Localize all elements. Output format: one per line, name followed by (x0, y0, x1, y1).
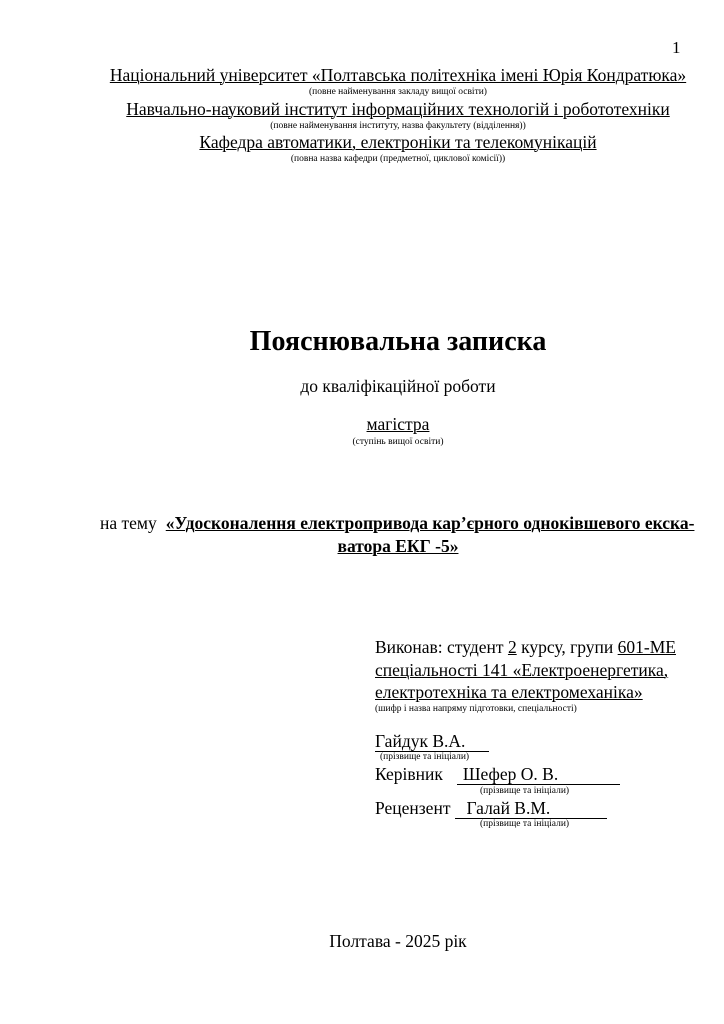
student-name-line (375, 731, 489, 752)
institute-name: Навчально-науковий інститут інформаційних технологій і робототехніки (126, 98, 670, 119)
specialty-line-2: електротехніка та електромеханіка» (375, 682, 643, 702)
header-block (100, 65, 696, 166)
specialty-line-1: спеціальності 141 «Електроенергетика, (375, 659, 669, 680)
supervisor-name-note: (прізвище та ініціали) (480, 785, 570, 796)
reviewer-name: Галай В.М. (466, 797, 551, 818)
reviewer-label: Рецензент (375, 797, 451, 818)
executed-by-label: Виконав: студент (375, 637, 504, 657)
student-name: Гайдук В.А. (375, 730, 466, 751)
document-subtitle: до кваліфікаційної роботи (300, 376, 496, 396)
specialty-note: (шифр і назва напряму підготовки, спеціальності) (375, 703, 577, 714)
department-name: Кафедра автоматики, електроніки та телекомунікацій (199, 132, 597, 152)
page-number: 1 (672, 38, 681, 57)
degree-note: (ступінь вищої освіти) (352, 437, 444, 447)
degree-row (100, 414, 696, 435)
supervisor-row (375, 763, 695, 786)
executed-by-row (375, 636, 695, 659)
reviewer-name-line (455, 798, 607, 819)
department-note: (повна назва кафедри (предметної, циклової комісії)) (290, 154, 506, 164)
university-name: Національний університет «Полтавська політехніка імені Юрія Кондратюка» (109, 65, 687, 85)
supervisor-name: Шефер О. В. (462, 764, 559, 784)
topic-line-1 (100, 512, 696, 535)
university-note: (повне найменування закладу вищої освіти) (309, 87, 487, 97)
topic-line-2 (100, 535, 696, 558)
supervisor-name-line (457, 764, 620, 785)
degree-value: магістра (366, 414, 430, 434)
topic-theme-line2: ватора ЕКГ -5» (337, 536, 459, 556)
topic-theme-line1: «Удосконалення електропривода кар’єрного одноківшевого екска- (165, 513, 695, 533)
institute-note: (повне найменування інституту, назва факультету (відділення)) (270, 120, 526, 131)
topic-label: на тему (100, 513, 157, 533)
topic-block (100, 512, 696, 558)
supervisor-label: Керівник (375, 764, 443, 784)
document-title: Пояснювальна записка (249, 326, 547, 357)
city-year: Полтава - 2025 рік (329, 931, 467, 951)
reviewer-row (375, 797, 695, 820)
reviewer-name-note: (прізвище та ініціали) (480, 819, 570, 829)
student-name-note: (прізвище та ініціали) (380, 752, 470, 762)
executor-block (375, 636, 695, 830)
student-name-row (375, 730, 695, 753)
course-group-label: курсу, групи (521, 637, 614, 657)
group-code: 601-МЕ (617, 637, 676, 657)
course-number: 2 (507, 637, 517, 657)
